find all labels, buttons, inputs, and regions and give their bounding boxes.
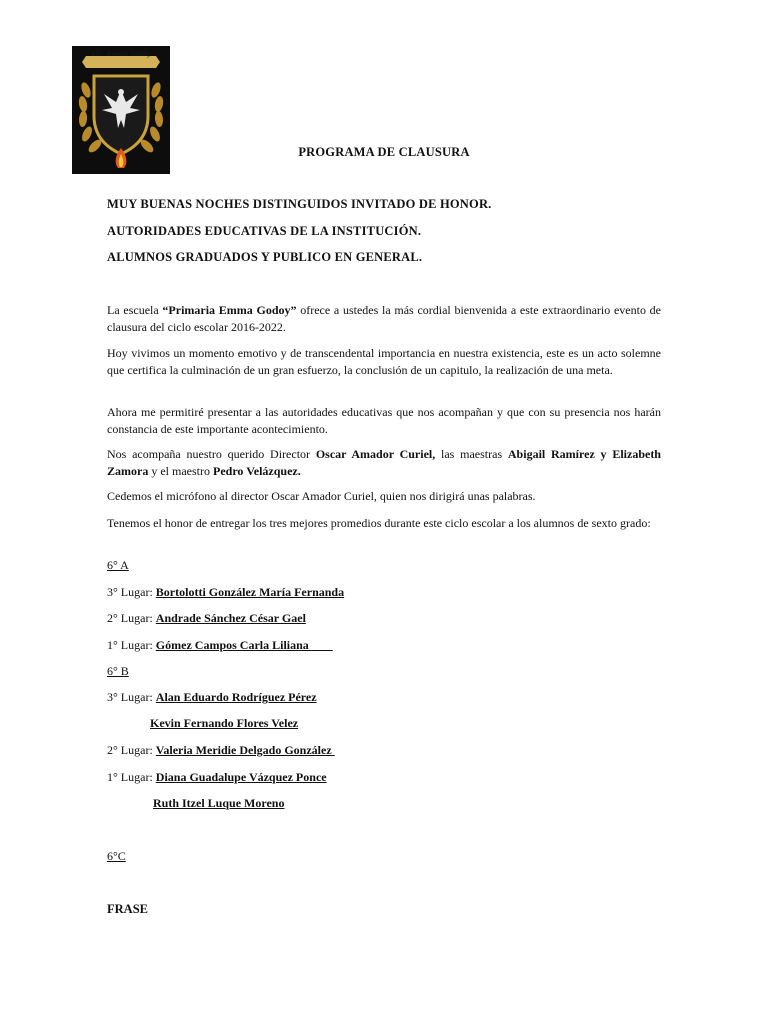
list-item: Kevin Fernando Flores Velez: [150, 716, 299, 730]
group-heading-6a: 6° A: [107, 558, 129, 572]
greeting-line-1: MUY BUENAS NOCHES DISTINGUIDOS INVITADO DE HONOR.: [107, 197, 492, 211]
director-paragraph: Nos acompaña nuestro querido Director Oscar Amador Curiel, las maestras Abigail Ramírez y Elizabeth Zamora y el maestro Pedro Velázquez.: [107, 447, 661, 478]
closing-heading: FRASE: [107, 902, 148, 916]
microphone-paragraph: Cedemos el micrófono al director Oscar Amador Curiel, quien nos dirigirá unas palabras.: [107, 489, 536, 503]
list-item: 2° Lugar: Valeria Meridie Delgado González: [107, 743, 335, 757]
list-item: 2° Lugar: Andrade Sánchez César Gael: [107, 611, 306, 625]
teachers-names: Abigail Ramírez y Elizabeth Zamora: [107, 447, 661, 478]
list-item: 1° Lugar: Diana Guadalupe Vázquez Ponce: [107, 770, 327, 784]
group-heading-6c: 6°C: [107, 849, 126, 863]
list-item: 3° Lugar: Bortolotti González María Fernanda: [107, 585, 345, 599]
school-name: “Primaria Emma Godoy”: [162, 303, 297, 317]
logo-banner-text: Esc. Emma Godoy: [91, 50, 151, 58]
group-heading-6b: 6° B: [107, 664, 129, 678]
page-title: PROGRAMA DE CLAUSURA: [298, 145, 470, 159]
welcome-paragraph: La escuela “Primaria Emma Godoy” ofrece a ustedes la más cordial bienvenida a este extraordinario evento de clausura del ciclo escolar 2016-2022.: [107, 303, 661, 334]
authorities-paragraph: Ahora me permitiré presentar a las autoridades educativas que nos acompañan y que con su presencia nos harán constancia de este importante acontecimiento.: [107, 405, 661, 436]
greeting-line-2: AUTORIDADES EDUCATIVAS DE LA INSTITUCIÓN.: [107, 224, 422, 238]
list-item: Ruth Itzel Luque Moreno: [153, 796, 285, 810]
list-item: 1° Lugar: Gómez Campos Carla Liliana: [107, 638, 333, 652]
teacher-name: Pedro Velázquez.: [212, 463, 301, 478]
list-item: 3° Lugar: Alan Eduardo Rodríguez Pérez: [107, 690, 317, 704]
greeting-line-3: ALUMNOS GRADUADOS Y PUBLICO EN GENERAL.: [107, 250, 423, 264]
honors-paragraph: Tenemos el honor de entregar los tres mejores promedios durante este ciclo escolar a los alumnos de sexto grado:: [107, 516, 651, 530]
emotive-paragraph: Hoy vivimos un momento emotivo y de transcendental importancia en nuestra existencia, este es un acto solemne que certifica la culminación de un gran esfuerzo, la conclusión de un capitulo, la realización de una meta.: [107, 346, 661, 377]
director-name: Oscar Amador Curiel,: [315, 447, 436, 461]
